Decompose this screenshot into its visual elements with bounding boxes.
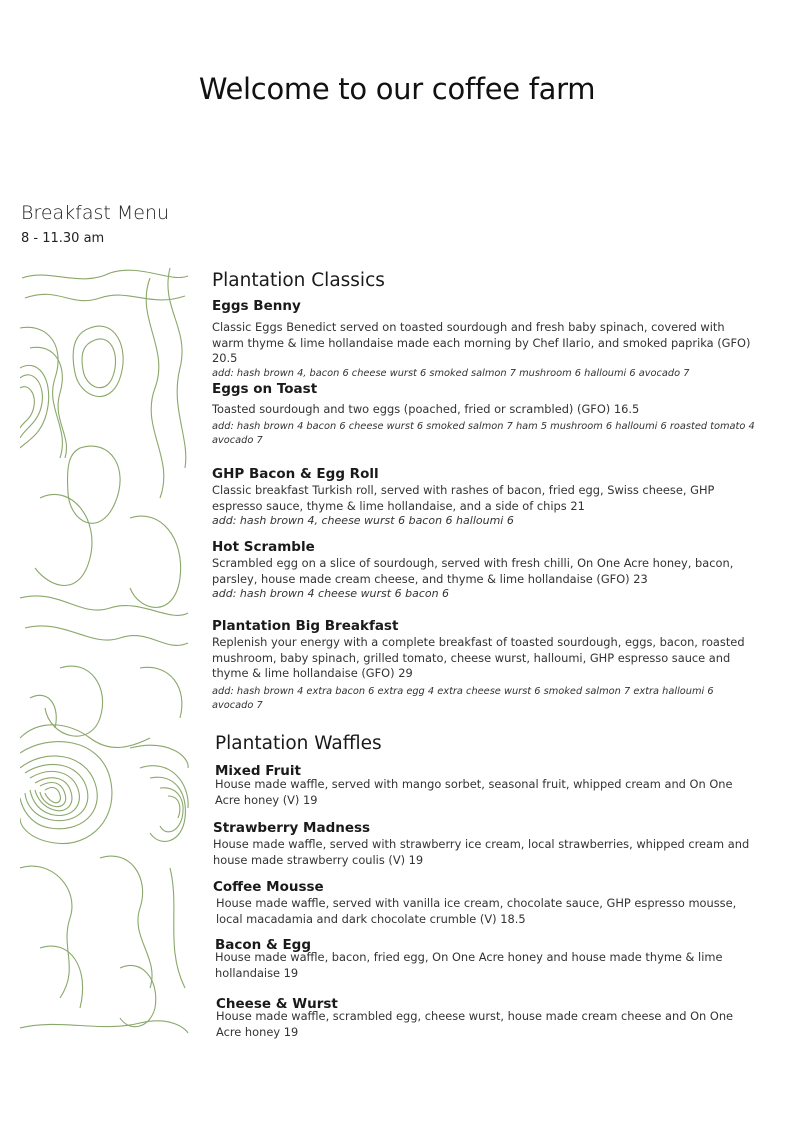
page-title: Welcome to our coffee farm: [198, 72, 596, 106]
item-name: Strawberry Madness: [213, 820, 371, 836]
menu-hours: 8 - 11.30 am: [21, 231, 105, 246]
item-name: Hot Scramble: [212, 539, 315, 555]
section-title: Plantation Classics: [212, 270, 385, 291]
item-addons: add: hash brown 4 cheese wurst 6 bacon 6: [212, 587, 450, 600]
menu-item: [212, 380, 757, 448]
item-description: Replenish your energy with a complete breakfast of toasted sourdough, eggs, bacon, roasted mushroom, baby spinach, grilled tomato, cheese wurst, halloumi, GHP espresso sauce and thyme & lime hollandaise (GFO) 29: [212, 635, 745, 680]
item-name: Eggs Benny: [212, 298, 301, 314]
menu-item: [213, 819, 758, 868]
item-description: House made waffle, bacon, fried egg, On One Acre honey and house made thyme & lime hollandaise 19: [215, 950, 723, 980]
item-description: House made waffle, served with mango sorbet, seasonal fruit, whipped cream and On One Acre honey (V) 19: [215, 777, 733, 807]
menu-item: [212, 538, 757, 601]
menu-item: [215, 762, 760, 808]
menu-item: [212, 465, 757, 528]
section-plantation-classics: [212, 268, 757, 294]
item-description: House made waffle, served with strawberry ice cream, local strawberries, whipped cream and house made strawberry coulis (V) 19: [213, 837, 750, 867]
section-title: Plantation Waffles: [215, 733, 382, 754]
menu-item: [212, 617, 757, 713]
topographic-decoration: [20, 268, 190, 1038]
item-description: Classic breakfast Turkish roll, served with rashes of bacon, fried egg, Swiss cheese, GHP espresso sauce, thyme & lime hollandaise, and a side of chips 21: [212, 483, 715, 513]
item-name: Cheese & Wurst: [216, 996, 338, 1012]
menu-item: [212, 297, 757, 381]
item-addons: add: hash brown 4, cheese wurst 6 bacon 6 halloumi 6: [212, 514, 514, 527]
item-name: Eggs on Toast: [212, 381, 318, 397]
item-description: Toasted sourdough and two eggs (poached, fried or scrambled) (GFO) 16.5: [212, 402, 640, 416]
item-addons: add: hash brown 4, bacon 6 cheese wurst 6 smoked salmon 7 mushroom 6 halloumi 6 avocado 7: [212, 367, 690, 379]
item-addons: add: hash brown 4 extra bacon 6 extra egg 4 extra cheese wurst 6 smoked salmon 7 extra halloumi 6 avocado 7: [212, 685, 714, 711]
section-plantation-waffles: [215, 731, 760, 757]
menu-item: [216, 995, 761, 1040]
item-name: GHP Bacon & Egg Roll: [212, 466, 379, 482]
item-description: House made waffle, scrambled egg, cheese wurst, house made cream cheese and On One Acre honey 19: [216, 1009, 734, 1039]
item-name: Mixed Fruit: [215, 763, 301, 779]
item-addons: add: hash brown 4 bacon 6 cheese wurst 6 smoked salmon 7 ham 5 mushroom 6 halloumi 6 roasted tomato 4 avocado 7: [212, 420, 755, 446]
menu-item: [213, 878, 758, 927]
item-name: Bacon & Egg: [215, 937, 312, 953]
menu-name: Breakfast Menu: [21, 202, 170, 224]
menu-item: [215, 936, 760, 981]
item-description: House made waffle, served with vanilla ice cream, chocolate sauce, GHP espresso mousse, local macadamia and dark chocolate crumble (V) 18.5: [216, 896, 737, 926]
item-description: Classic Eggs Benedict served on toasted sourdough and fresh baby spinach, covered with warm thyme & lime hollandaise made each morning by Chef Ilario, and smoked paprika (GFO) 20.5: [212, 320, 751, 365]
item-name: Plantation Big Breakfast: [212, 618, 399, 634]
item-description: Scrambled egg on a slice of sourdough, served with fresh chilli, On One Acre honey, bacon, parsley, house made cream cheese, and thyme & lime hollandaise (GFO) 23: [212, 556, 734, 586]
item-name: Coffee Mousse: [213, 879, 324, 895]
